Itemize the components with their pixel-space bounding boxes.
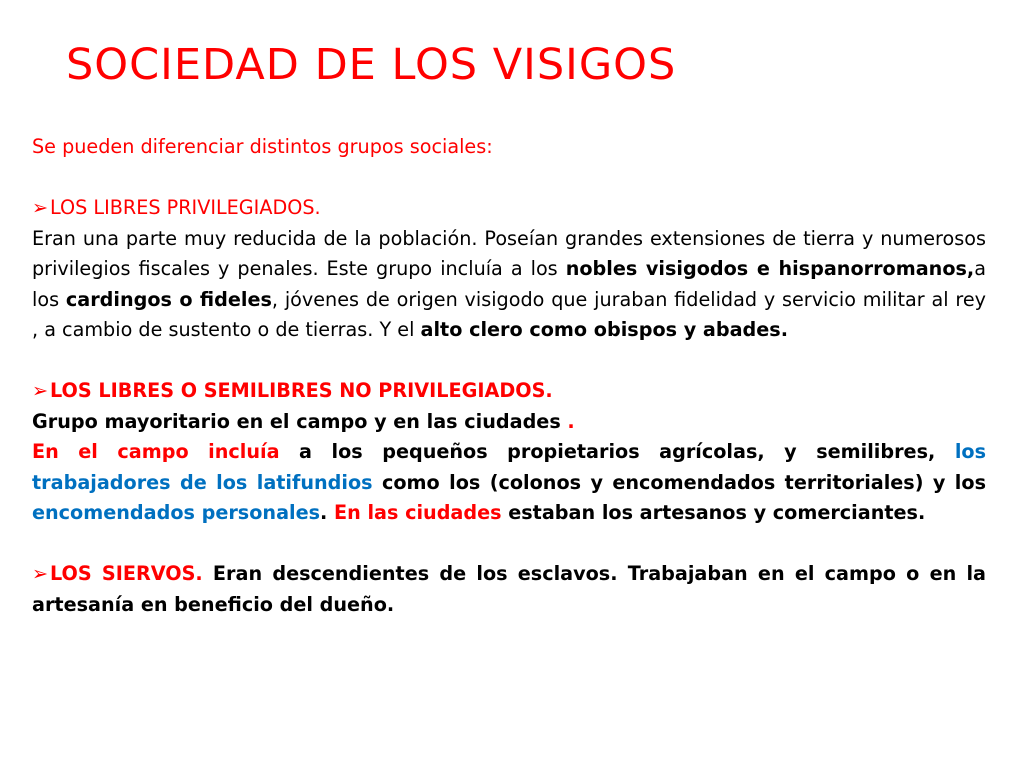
text-run: . — [567, 409, 575, 433]
text-run: a los — [32, 257, 986, 311]
spacer — [32, 529, 986, 560]
text-run: Eran descendientes de los esclavos. Trabajaban en el campo o en la artesanía en beneficio del dueño. — [32, 562, 986, 616]
red-run: En el campo incluía — [32, 440, 280, 463]
blue-run: los trabajadores de los latifundios — [32, 440, 986, 494]
spacer — [32, 346, 986, 377]
bold-run: alto clero como obispos y abades. — [420, 318, 788, 341]
arrow-bullet-icon: ➢ — [32, 196, 49, 219]
heading-text: LOS LIBRES PRIVILEGIADOS. — [50, 196, 321, 219]
heading-text: LOS LIBRES O SEMILIBRES NO PRIVILEGIADOS. — [50, 379, 553, 402]
section-subheading-no-privilegiados — [32, 407, 986, 438]
text-run: , jóvenes de origen visigodo que juraban fidelidad y servicio militar al rey , a cambio de sustento o de tierras. Y el — [32, 287, 986, 341]
spacer — [32, 163, 986, 194]
arrow-bullet-icon: ➢ — [32, 562, 49, 585]
slide-title: SOCIEDAD DE LOS VISIGOS — [66, 40, 677, 90]
arrow-bullet-icon: ➢ — [32, 379, 49, 402]
heading-text: LOS SIERVOS. — [50, 562, 203, 585]
text-run: Grupo mayoritario en el campo y en las ciudades — [32, 409, 568, 433]
section-heading-no-privilegiados — [32, 376, 986, 407]
intro-text: Se pueden diferenciar distintos grupos sociales: — [32, 135, 493, 158]
section-heading-libres-privilegiados — [32, 193, 986, 224]
red-run: En las ciudades — [334, 501, 502, 524]
text-run: Eran una parte muy reducida de la población. Poseían grandes extensiones de tierra y numerosos privilegios fiscales y penales. Este grupo incluía a los — [32, 226, 986, 280]
text-run: como los (colonos y encomendados territoriales) y los — [372, 470, 986, 494]
text-run: . — [320, 501, 335, 524]
slide-body — [32, 132, 986, 620]
blue-run: encomendados personales — [32, 501, 321, 524]
bold-run: cardingos o fideles — [65, 287, 272, 311]
text-run: estaban los artesanos y comerciantes. — [501, 501, 926, 524]
section-text-libres-privilegiados — [32, 224, 986, 346]
bold-run: nobles visigodos e hispanorromanos, — [565, 257, 975, 280]
section-text-siervos — [32, 559, 986, 620]
text-run: a los pequeños propietarios agrícolas, y semilibres, — [279, 440, 955, 463]
section-text-no-privilegiados — [32, 437, 986, 529]
